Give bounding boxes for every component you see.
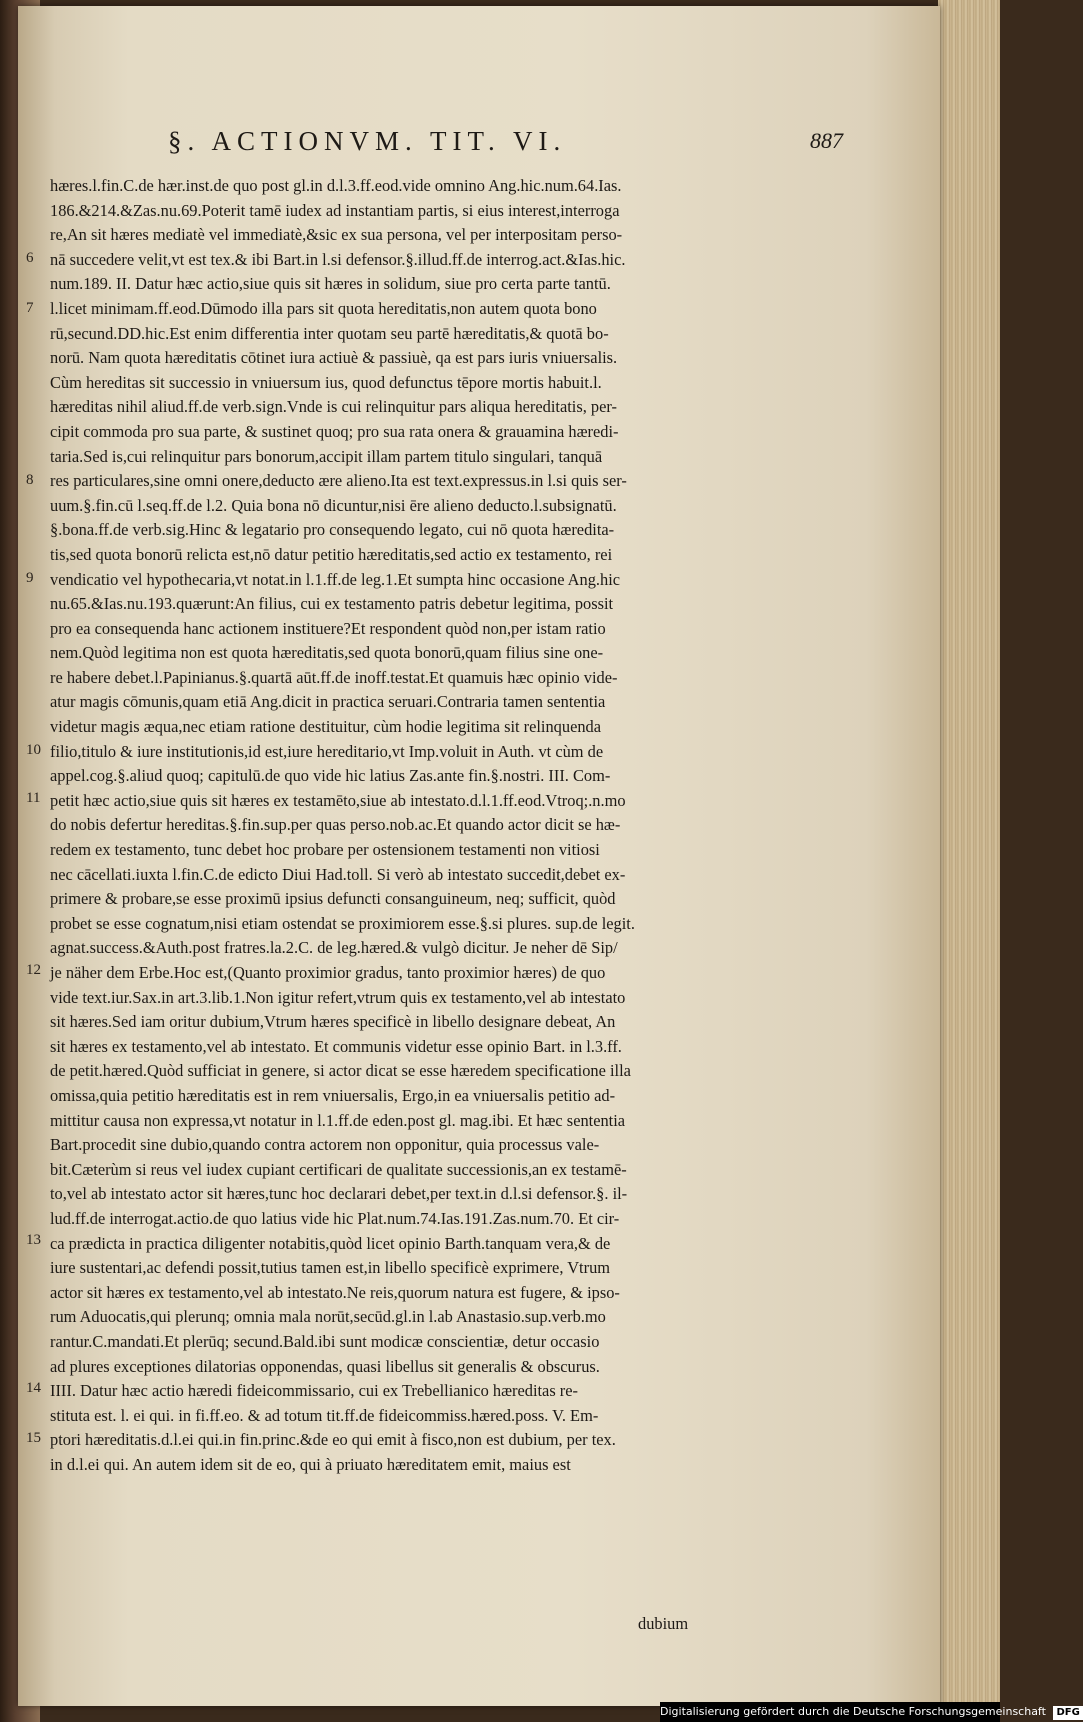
text-line: sit hæres.Sed iam oritur dubium,Vtrum hæres specificè in libello designare debeat, An: [50, 1012, 616, 1032]
text-line: in d.l.ei qui. An autem idem sit de eo, qui à priuato hæreditatem emit, maius est: [50, 1454, 571, 1474]
text-line: agnat.success.&Auth.post fratres.la.2.C. de leg.hæred.& vulgò dicitur. Je neher dē Sip/: [50, 938, 618, 958]
text-line: filio,titulo & iure institutionis,id est,iure hereditario,vt Imp.voluit in Auth. vt cùm de: [50, 741, 604, 761]
text-line: to,vel ab intestato actor sit hæres,tunc hoc declarari debet,per text.in d.l.si defensor.§. il-: [50, 1184, 628, 1204]
text-line: sit hæres ex testamento,vel ab intestato. Et communis videtur esse opinio Bart. in l.3.ff.: [50, 1036, 622, 1056]
text-line: ptori hæreditatis.d.l.ei qui.in fin.princ.&de eo qui emit à fisco,non est dubium, per tex.: [50, 1430, 616, 1450]
text-line: actor sit hæres ex testamento,vel ab intestato.Ne reis,quorum natura est fugere, & ipso-: [50, 1282, 620, 1302]
margin-number: 11: [26, 790, 41, 806]
margin-number: 8: [26, 472, 34, 488]
text-line: re,An sit hæres mediatè vel immediatè,&sic ex sua persona, vel per interpositam perso-: [50, 225, 623, 245]
text-line: Bart.procedit sine dubio,quando contra actorem non opponitur, quia processus vale-: [50, 1135, 600, 1155]
text-line: nu.65.&Ias.nu.193.quærunt:An filius, cui ex testamento patris debetur legitima, possit: [50, 594, 614, 614]
text-line: petit hæc actio,siue quis sit hæres ex testamēto,siue ab intestato.d.l.1.ff.eod.Vtroq;.n.mo: [50, 790, 626, 810]
text-line: vide text.iur.Sax.in art.3.lib.1.Non igitur refert,vtrum quis ex testamento,vel ab intestato: [50, 987, 626, 1007]
text-line: pro ea consequenda hanc actionem instituere?Et respondent quòd non,per istam ratio: [50, 618, 606, 638]
margin-number: 15: [26, 1430, 41, 1446]
text-line: lud.ff.de interrogat.actio.de quo latius vide hic Plat.num.74.Ias.191.Zas.num.70. Et cir-: [50, 1208, 620, 1228]
page-header: [168, 126, 843, 166]
credit-text: Digitalisierung gefördert durch die Deutsche Forschungsgemeinschaft: [660, 1705, 1046, 1718]
text-line: IIII. Datur hæc actio hæredi fideicommissario, cui ex Trebellianico hæreditas re-: [50, 1381, 578, 1401]
text-line: iure sustentari,ac defendi possit,tutius tamen est,in libello specificè exprimere, Vtrum: [50, 1258, 611, 1278]
margin-number: 10: [26, 742, 41, 758]
text-line: res particulares,sine omni onere,deducto ære alieno.Ita est text.expressus.in l.si quis ser-: [50, 471, 627, 491]
page-edges: [938, 0, 1000, 1722]
book-page: [18, 6, 940, 1706]
text-line: §.bona.ff.de verb.sig.Hinc & legatario pro consequendo legato, cui nō quota hæredita-: [50, 520, 615, 540]
text-line: rum Aduocatis,qui plerunq; omnia mala norūt,secūd.gl.in l.ab Anastasio.sup.verb.mo: [50, 1307, 606, 1327]
text-line: hæreditas nihil aliud.ff.de verb.sign.Vnde is cui relinquitur pars aliqua hereditatis, per-: [50, 397, 617, 417]
margin-number: 6: [26, 250, 34, 266]
text-line: 186.&214.&Zas.nu.69.Poterit tamē iudex ad instantiam partis, si eius interest,interroga: [50, 200, 620, 220]
text-line: omissa,quia petitio hæreditatis est in rem vniuersalis, Ergo,in ea vniuersalis petitio ad-: [50, 1085, 616, 1105]
text-line: norū. Nam quota hæreditatis cōtinet iura actiuè & passiuè, qa est pars iuris vniuersalis.: [50, 348, 618, 368]
text-line: hæres.l.fin.C.de hær.inst.de quo post gl.in d.l.3.ff.eod.vide omnino Ang.hic.num.64.Ias.: [50, 176, 622, 195]
catchword: dubium: [638, 1614, 689, 1633]
text-line: mittitur causa non expressa,vt notatur in l.1.ff.de eden.post gl. mag.ibi. Et hæc sententia: [50, 1110, 626, 1130]
text-line: bit.Cæterùm si reus vel iudex cupiant certificari de qualitate successionis,an ex testamē-: [50, 1159, 627, 1179]
text-line: ad plures exceptiones dilatorias opponendas, quasi libellus sit generalis & obscurus.: [50, 1356, 600, 1376]
text-line: primere & probare,se esse proximū ipsius defuncti consanguineum, neq; sufficit, quòd: [50, 889, 616, 909]
text-line: nā succedere velit,vt est tex.& ibi Bart.in l.si defensor.§.illud.ff.de interrog.act.&Ias.hic.: [50, 249, 626, 269]
text-line: nem.Quòd legitima non est quota hæreditatis,sed quota bonorū,quam filius sine one-: [50, 643, 604, 663]
dfg-logo: DFG: [1053, 1706, 1082, 1720]
text-line: do nobis defertur hereditas.§.fin.sup.per quas perso.nob.ac.Et quando actor dicit se hæ-: [50, 815, 621, 835]
text-line: taria.Sed is,cui relinquitur pars bonorum,accipit illam partem titulo singulari, tanquā: [50, 446, 603, 466]
page-number: 887: [810, 128, 843, 153]
text-line: nec cācellati.iuxta l.fin.C.de edicto Diui Had.toll. Si verò ab intestato succedit,debet ex-: [50, 864, 626, 884]
text-line: uum.§.fin.cū l.seq.ff.de l.2. Quia bona nō dicuntur,nisi ēre alieno deducto.l.subsignatū.: [50, 495, 617, 515]
text-line: Cùm hereditas sit successio in vniuersum ius, quod defunctus tēpore mortis habuit.l.: [50, 372, 602, 392]
margin-number: 12: [26, 962, 41, 978]
digitization-credit: [660, 1702, 1080, 1722]
text-line: num.189. II. Datur hæc actio,siue quis sit hæres in solidum, siue pro certa parte tantū.: [50, 274, 611, 294]
text-line: de petit.hæred.Quòd sufficiat in genere, si actor dicat se esse hæredem specificatione illa: [50, 1061, 631, 1081]
text-line: l.licet minimam.ff.eod.Dūmodo illa pars sit quota hereditatis,non autem quota bono: [50, 298, 597, 318]
margin-number: 14: [26, 1380, 41, 1396]
text-line: atur magis cōmunis,quam etiā Ang.dicit in practica seruari.Contraria tamen sententia: [50, 692, 606, 712]
text-line: rū,secund.DD.hic.Est enim differentia inter quotam seu partē hæreditatis,& quotā bo-: [50, 323, 609, 343]
margin-number: 9: [26, 570, 34, 586]
text-line: appel.cog.§.aliud quoq; capitulū.de quo vide hic latius Zas.ante fin.§.nostri. III. Com-: [50, 766, 611, 786]
margin-number: 13: [26, 1232, 41, 1248]
text-line: je näher dem Erbe.Hoc est,(Quanto proximior gradus, tanto proximior hæres) de quo: [50, 963, 606, 982]
text-line: ca prædicta in practica diligenter notabitis,quòd licet opinio Barth.tanquam vera,& de: [50, 1233, 611, 1253]
text-line: tis,sed quota bonorū relicta est,nō datur petitio hæreditatis,sed actio ex testamento, rei: [50, 544, 613, 564]
text-line: stituta est. l. ei qui. in fi.ff.eo. & ad totum tit.ff.de fideicommiss.hæred.poss. V. Em-: [50, 1405, 599, 1425]
text-line: rantur.C.mandati.Et plerūq; secund.Bald.ibi sunt modicæ conscientiæ, detur occasio: [50, 1331, 600, 1351]
text-line: probet se esse cognatum,nisi etiam ostendat se proximiorem esse.§.si plures. sup.de legit.: [50, 913, 635, 933]
text-line: cipit commoda pro sua parte, & sustinet quoq; pro sua rata onera & grauamina hæredi-: [50, 421, 619, 441]
running-title: §. ACTIONVM. TIT. VI.: [168, 126, 567, 156]
text-line: re habere debet.l.Papinianus.§.quartā aūt.ff.de inoff.testat.Et quamuis hæc opinio vide-: [50, 667, 618, 687]
margin-number: 7: [26, 300, 34, 316]
text-line: vendicatio vel hypothecaria,vt notat.in l.1.ff.de leg.1.Et sumpta hinc occasione Ang.hic: [50, 569, 621, 589]
text-line: redem ex testamento, tunc debet hoc probare per ostensionem testamenti non vitiosi: [50, 840, 600, 860]
body-text: [50, 174, 716, 1477]
text-line: videtur magis æqua,nec etiam ratione destituitur, cùm hodie legitima sit relinquenda: [50, 717, 602, 737]
